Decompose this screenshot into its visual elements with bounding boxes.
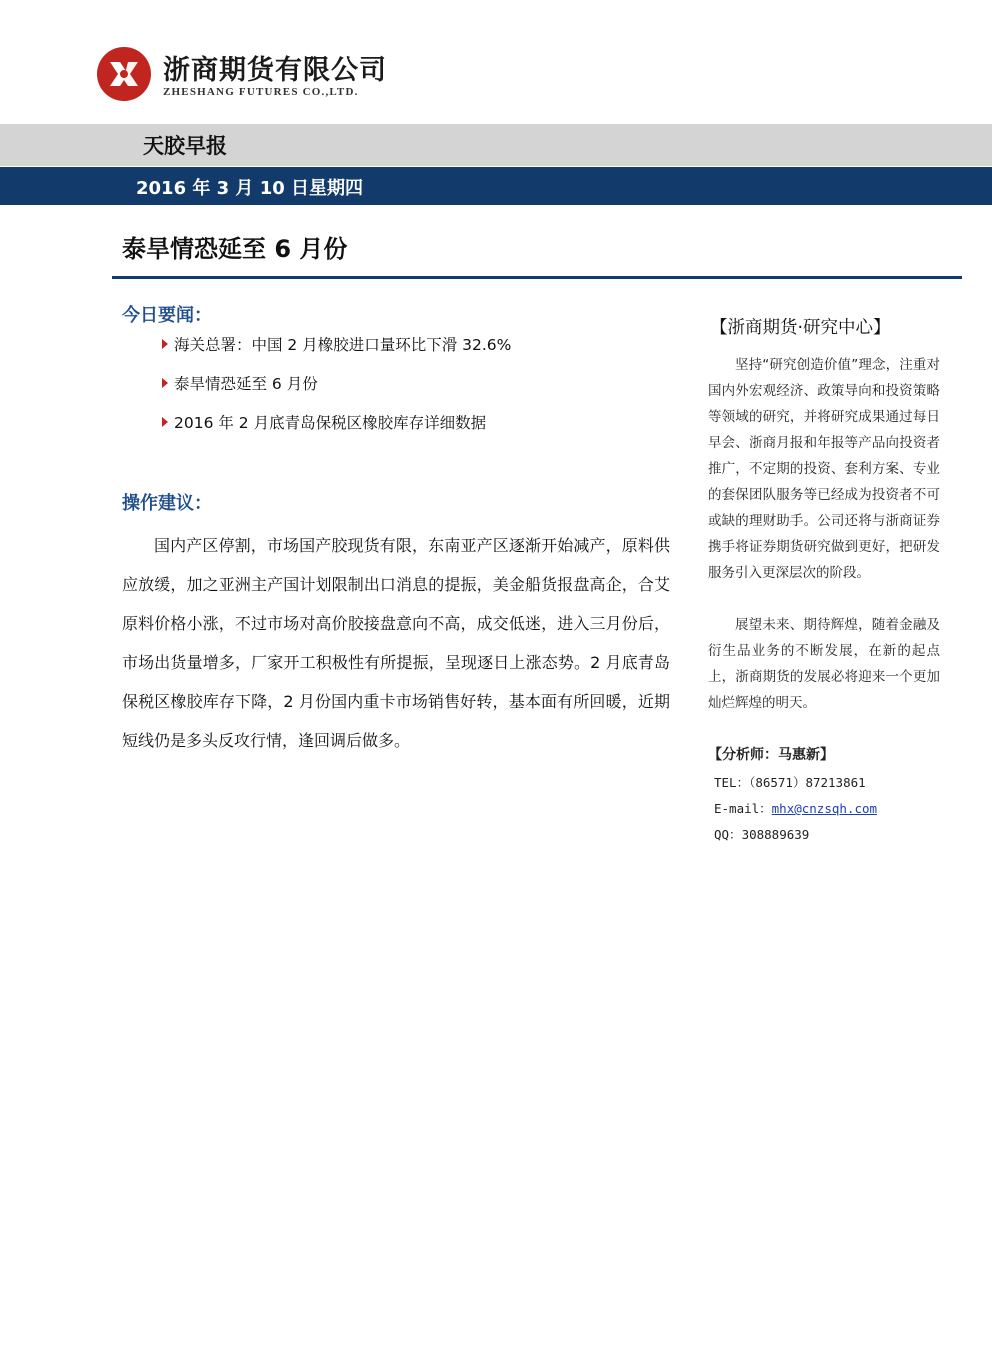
news-item-text: 泰旱情恐延至 6 月份 [174,375,318,393]
report-name: 天胶早报 [143,134,227,158]
research-center-title: 【浙商期货·研究中心】 [710,318,891,338]
research-center-outlook: 展望未来、期待辉煌，随着金融及衍生品业务的不断发展，在新的起点上，浙商期货的发展必将迎来一个更加灿烂辉煌的明天。 [708,617,940,711]
qq-value: 308889639 [741,827,810,842]
email-link[interactable]: mhx@cnzsqh.com [771,801,878,816]
tel-label: TEL： [714,775,750,790]
analyst-email [714,799,877,817]
tel-value: （86571）87213861 [749,775,866,790]
company-logo [96,46,152,102]
qq-label: QQ： [714,827,742,842]
company-name-cn: 浙商期货有限公司 [163,55,387,86]
research-center-intro: 坚持“研究创造价值”理念，注重对国内外宏观经济、政策导向和投资策略等领域的研究，并将研究成果通过每日早会、浙商月报和年报等产品向投资者推广，不定期的投资、套利方案、专业的套保团队服务等已经成为投资者不可或缺的理财助手。公司还将与浙商证券携手将证券期货研究做到更好，把研发服务引入更深层次的阶段。 [708,357,940,581]
analyst-qq [714,825,809,843]
email-label: E-mail： [714,801,772,816]
news-section-title: 今日要闻： [122,305,212,326]
company-name-en: ZHESHANG FUTURES CO.,LTD. [163,86,359,98]
news-item-text: 海关总署：中国 2 月橡胶进口量环比下滑 32.6% [174,336,512,354]
report-date-band [0,167,992,205]
report-date: 2016 年 3 月 10 日星期四 [136,178,364,199]
report-title-band [0,124,992,166]
list-item [162,333,511,372]
triangle-bullet-icon [162,339,168,349]
advice-body: 国内产区停割，市场国产胶现货有限，东南亚产区逐渐开始减产，原料供应放缓，加之亚洲主产国计划限制出口消息的提振，美金船货报盘高企，合艾原料价格小涨，不过市场对高价胶接盘意向不高，成交低迷，进入三月份后，市场出货量增多，厂家开工积极性有所提振，呈现逐日上涨态势。2 月底青岛保税区橡胶库存下降，2 月份国内重卡市场销售好转，基本面有所回暖，近期短线仍是多头反攻行情，逢回调后做多。 [122,536,670,750]
analyst-tel [714,773,866,791]
news-item-text: 2016 年 2 月底青岛保税区橡胶库存详细数据 [174,414,487,432]
analyst-name: 【分析师：马惠新】 [708,747,834,763]
headline-divider [112,276,962,279]
list-item [162,411,511,450]
news-list [162,333,511,450]
advice-section-title: 操作建议： [122,493,212,514]
list-item [162,372,511,411]
triangle-bullet-icon [162,417,168,427]
headline: 泰旱情恐延至 6 月份 [122,235,348,263]
triangle-bullet-icon [162,378,168,388]
